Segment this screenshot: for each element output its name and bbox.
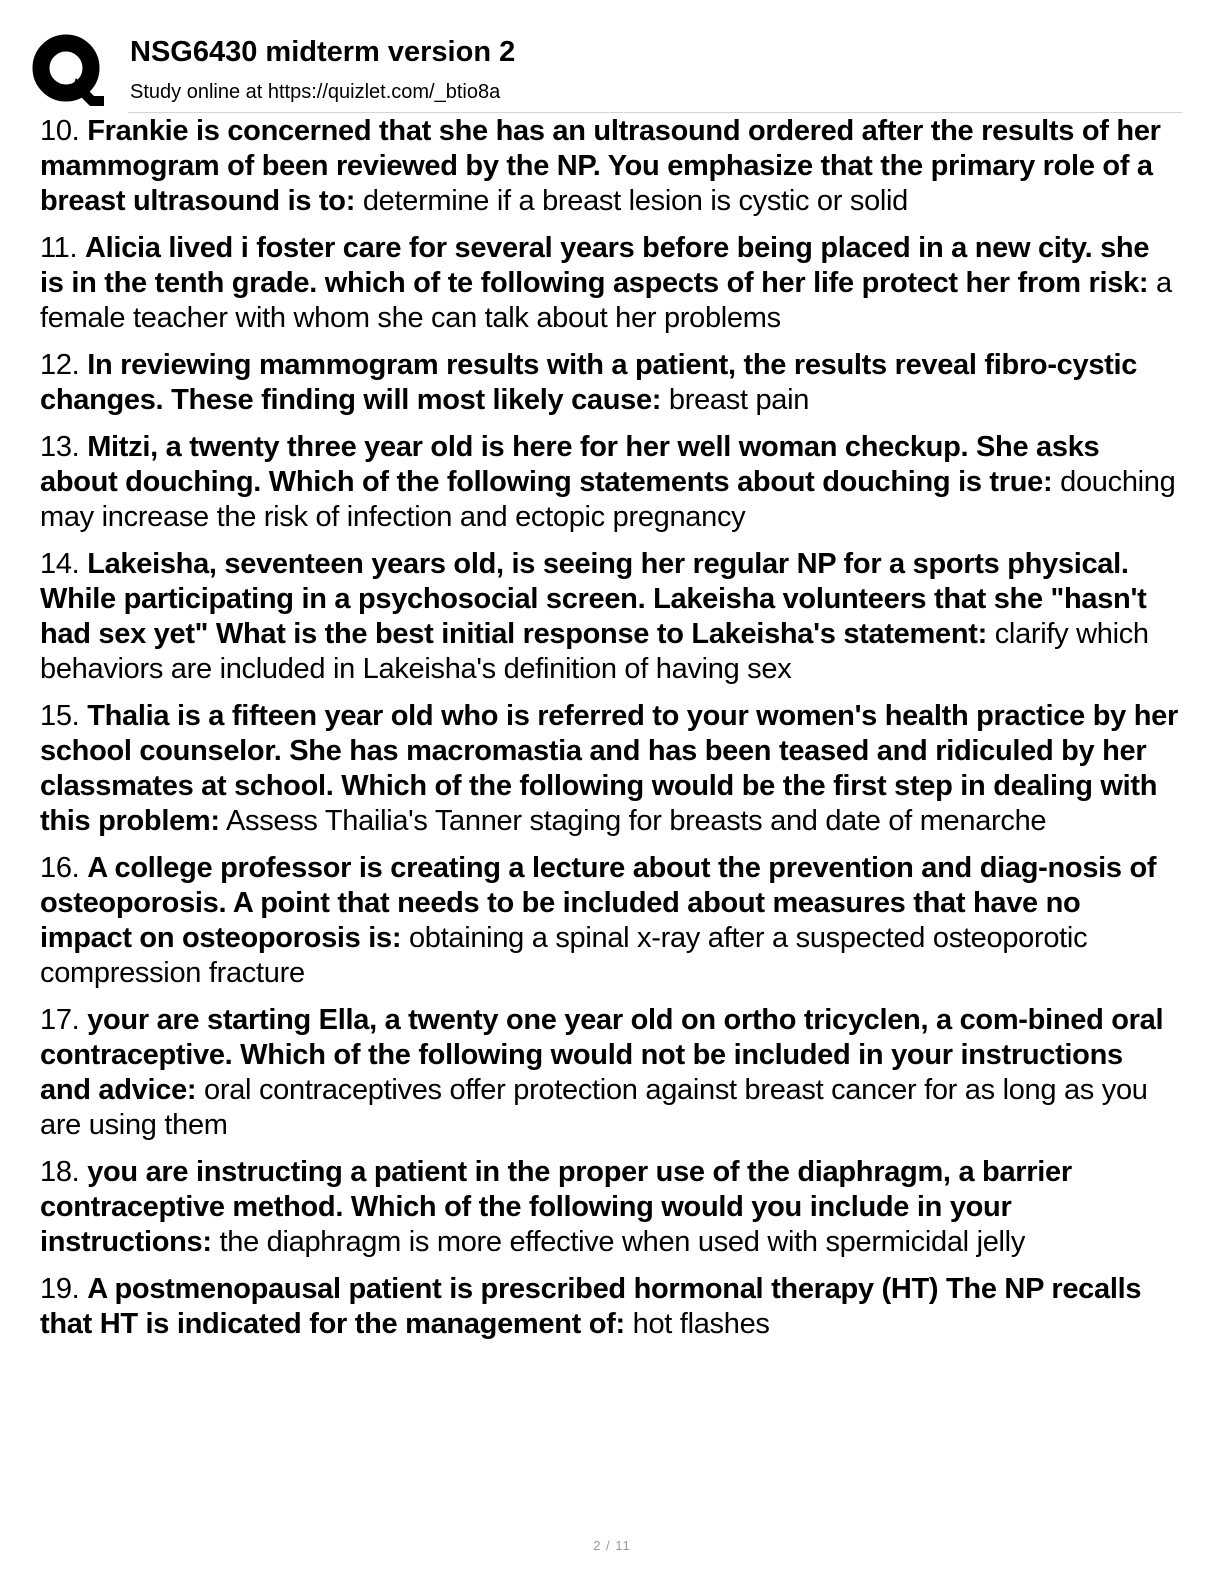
card-question: your are starting Ella, a twenty one year old on ortho tricyclen, a com-bined oral contraceptive. Which of the following would not be included in your instructions and advice: <box>40 1004 1164 1106</box>
flashcard-item <box>40 1155 1178 1260</box>
card-question: Alicia lived i foster care for several years before being placed in a new city. she is in the tenth grade. which of te following aspects of her life protect her from risk: <box>40 232 1150 299</box>
card-answer: breast pain <box>668 384 810 416</box>
card-question: A college professor is creating a lecture about the prevention and diag-nosis of osteoporosis. A point that needs to be included about measures that have no impact on osteoporosis is: <box>40 852 1157 954</box>
card-number: 16. <box>40 852 80 884</box>
card-answer: douching may increase the risk of infection and ectopic pregnancy <box>40 466 1176 533</box>
card-number: 12. <box>40 349 80 381</box>
flashcard-item <box>40 851 1178 991</box>
document-title: NSG6430 midterm version 2 <box>130 36 516 68</box>
flashcard-item <box>40 348 1178 418</box>
card-answer: clarify which behaviors are included in Lakeisha's definition of having sex <box>40 618 1149 685</box>
card-question: Thalia is a fifteen year old who is referred to your women's health practice by her school counselor. She has macromastia and has been teased and ridiculed by her classmates at school. Which of the following would be the first step in dealing with this problem: <box>40 700 1178 837</box>
flashcard-item <box>40 430 1178 535</box>
flashcard-item <box>40 1272 1178 1342</box>
card-question: Mitzi, a twenty three year old is here for her well woman checkup. She asks about douching. Which of the following statements about douching is true: <box>40 431 1100 498</box>
card-number: 17. <box>40 1004 80 1036</box>
study-online-link[interactable]: Study online at https://quizlet.com/_btio8a <box>130 81 501 103</box>
flashcard-item <box>40 1003 1178 1143</box>
card-answer: obtaining a spinal x-ray after a suspected osteoporotic compression fracture <box>40 922 1088 989</box>
card-answer: determine if a breast lesion is cystic or solid <box>362 185 909 217</box>
quizlet-logo-icon <box>32 34 104 106</box>
card-number: 18. <box>40 1156 80 1188</box>
flashcard-item <box>40 231 1178 336</box>
card-number: 10. <box>40 115 80 147</box>
page-number: 2 / 11 <box>593 1538 631 1553</box>
card-number: 14. <box>40 548 80 580</box>
flashcard-item <box>40 699 1178 839</box>
card-number: 19. <box>40 1273 80 1305</box>
card-question: you are instructing a patient in the proper use of the diaphragm, a barrier contraceptive method. Which of the following would you include in your instructions: <box>40 1156 1072 1258</box>
card-question: In reviewing mammogram results with a patient, the results reveal fibro-cystic changes. These finding will most likely cause: <box>40 349 1138 416</box>
card-answer: hot flashes <box>632 1308 770 1340</box>
card-question: A postmenopausal patient is prescribed hormonal therapy (HT) The NP recalls that HT is indicated for the management of: <box>40 1273 1142 1340</box>
flashcard-item <box>40 114 1178 219</box>
card-answer: the diaphragm is more effective when used with spermicidal jelly <box>219 1226 1026 1258</box>
card-number: 13. <box>40 431 80 463</box>
card-answer: Assess Thailia's Tanner staging for breasts and date of menarche <box>225 805 1047 837</box>
header-divider <box>128 112 1182 113</box>
card-number: 11. <box>40 232 78 264</box>
card-answer: oral contraceptives offer protection against breast cancer for as long as you are using them <box>40 1074 1148 1141</box>
card-question: Lakeisha, seventeen years old, is seeing her regular NP for a sports physical. While participating in a psychosocial screen. Lakeisha volunteers that she "hasn't had sex yet" What is the best initial response to Lakeisha's statement: <box>40 548 1147 650</box>
flashcard-list <box>40 114 1178 1354</box>
flashcard-item <box>40 547 1178 687</box>
card-answer: a female teacher with whom she can talk about her problems <box>40 267 1172 334</box>
card-number: 15. <box>40 700 80 732</box>
document-header <box>28 28 1184 114</box>
card-question: Frankie is concerned that she has an ultrasound ordered after the results of her mammogram of been reviewed by the NP. You emphasize that the primary role of a breast ultrasound is to: <box>40 115 1161 217</box>
